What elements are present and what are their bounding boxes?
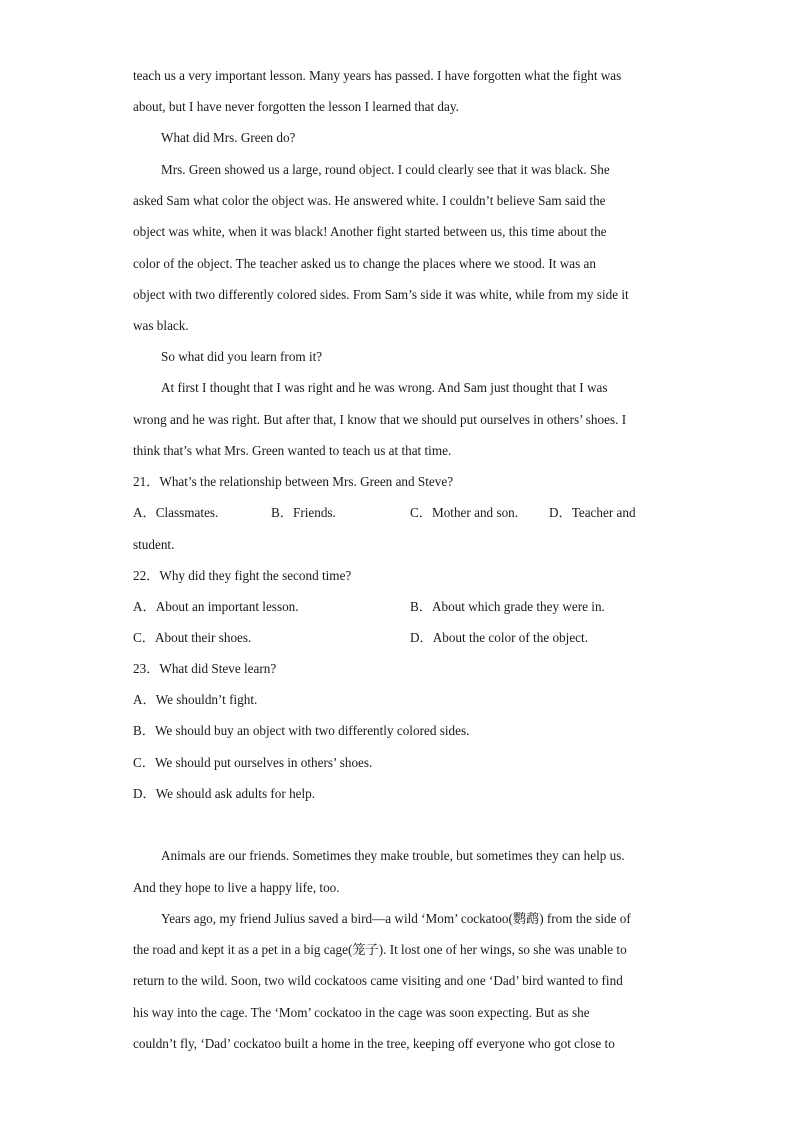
text-line: asked Sam what color the object was. He answered white. I couldn’t believe Sam said the [133, 193, 606, 208]
option-d: D．Teacher and [549, 505, 636, 520]
text-line: think that’s what Mrs. Green wanted to teach us at that time. [133, 443, 452, 458]
option-a: A．Classmates. [133, 505, 219, 520]
text-line: Animals are our friends. Sometimes they make trouble, but sometimes they can help us. [161, 848, 625, 863]
subheading: What did Mrs. Green do? [161, 130, 296, 145]
text-line: color of the object. The teacher asked us to change the places where we stood. It was an [133, 256, 596, 271]
text-line: wrong and he was right. But after that, I know that we should put ourselves in others’ shoes. I [133, 412, 627, 427]
option-a: A．We shouldn’t fight. [133, 692, 258, 707]
text-line: At first I thought that I was right and he was wrong. And Sam just thought that I was [161, 380, 608, 395]
text-line: return to the wild. Soon, two wild cockatoos came visiting and one ‘Dad’ bird wanted to find [133, 973, 623, 988]
option-a: A．About an important lesson. [133, 599, 299, 614]
text-line: Mrs. Green showed us a large, round object. I could clearly see that it was black. She [161, 162, 610, 177]
option-c: C．We should put ourselves in others’ shoes. [133, 755, 373, 770]
text-line: And they hope to live a happy life, too. [133, 880, 340, 895]
text-line: object was white, when it was black! Another fight started between us, this time about the [133, 224, 607, 239]
text-line: object with two differently colored sides. From Sam’s side it was white, while from my side it [133, 287, 629, 302]
option-b: B．About which grade they were in. [410, 599, 605, 614]
option-d: D．We should ask adults for help. [133, 786, 316, 801]
text-line: teach us a very important lesson. Many years has passed. I have forgotten what the fight was [133, 68, 622, 83]
option-c: C．Mother and son. [410, 505, 519, 520]
text-line: couldn’t fly, ‘Dad’ cockatoo built a home in the tree, keeping off everyone who got close to [133, 1036, 615, 1051]
text-line: was black. [133, 318, 189, 333]
text-line: the road and kept it as a pet in a big cage(笼子). It lost one of her wings, so she was unable to [133, 942, 627, 957]
question-stem: 21．What’s the relationship between Mrs. Green and Steve? [133, 474, 454, 489]
option-d-continued: student. [133, 537, 175, 552]
text-line: his way into the cage. The ‘Mom’ cockatoo in the cage was soon expecting. But as she [133, 1005, 590, 1020]
question-stem: 22．Why did they fight the second time? [133, 568, 352, 583]
text-line: about, but I have never forgotten the lesson I learned that day. [133, 99, 459, 114]
option-c: C．About their shoes. [133, 630, 252, 645]
question-stem: 23．What did Steve learn? [133, 661, 277, 676]
option-b: B．We should buy an object with two differently colored sides. [133, 723, 470, 738]
option-d: D．About the color of the object. [410, 630, 588, 645]
subheading: So what did you learn from it? [161, 349, 323, 364]
text-line: Years ago, my friend Julius saved a bird—a wild ‘Mom’ cockatoo(鹦鹉) from the side of [161, 911, 631, 926]
option-b: B．Friends. [271, 505, 336, 520]
